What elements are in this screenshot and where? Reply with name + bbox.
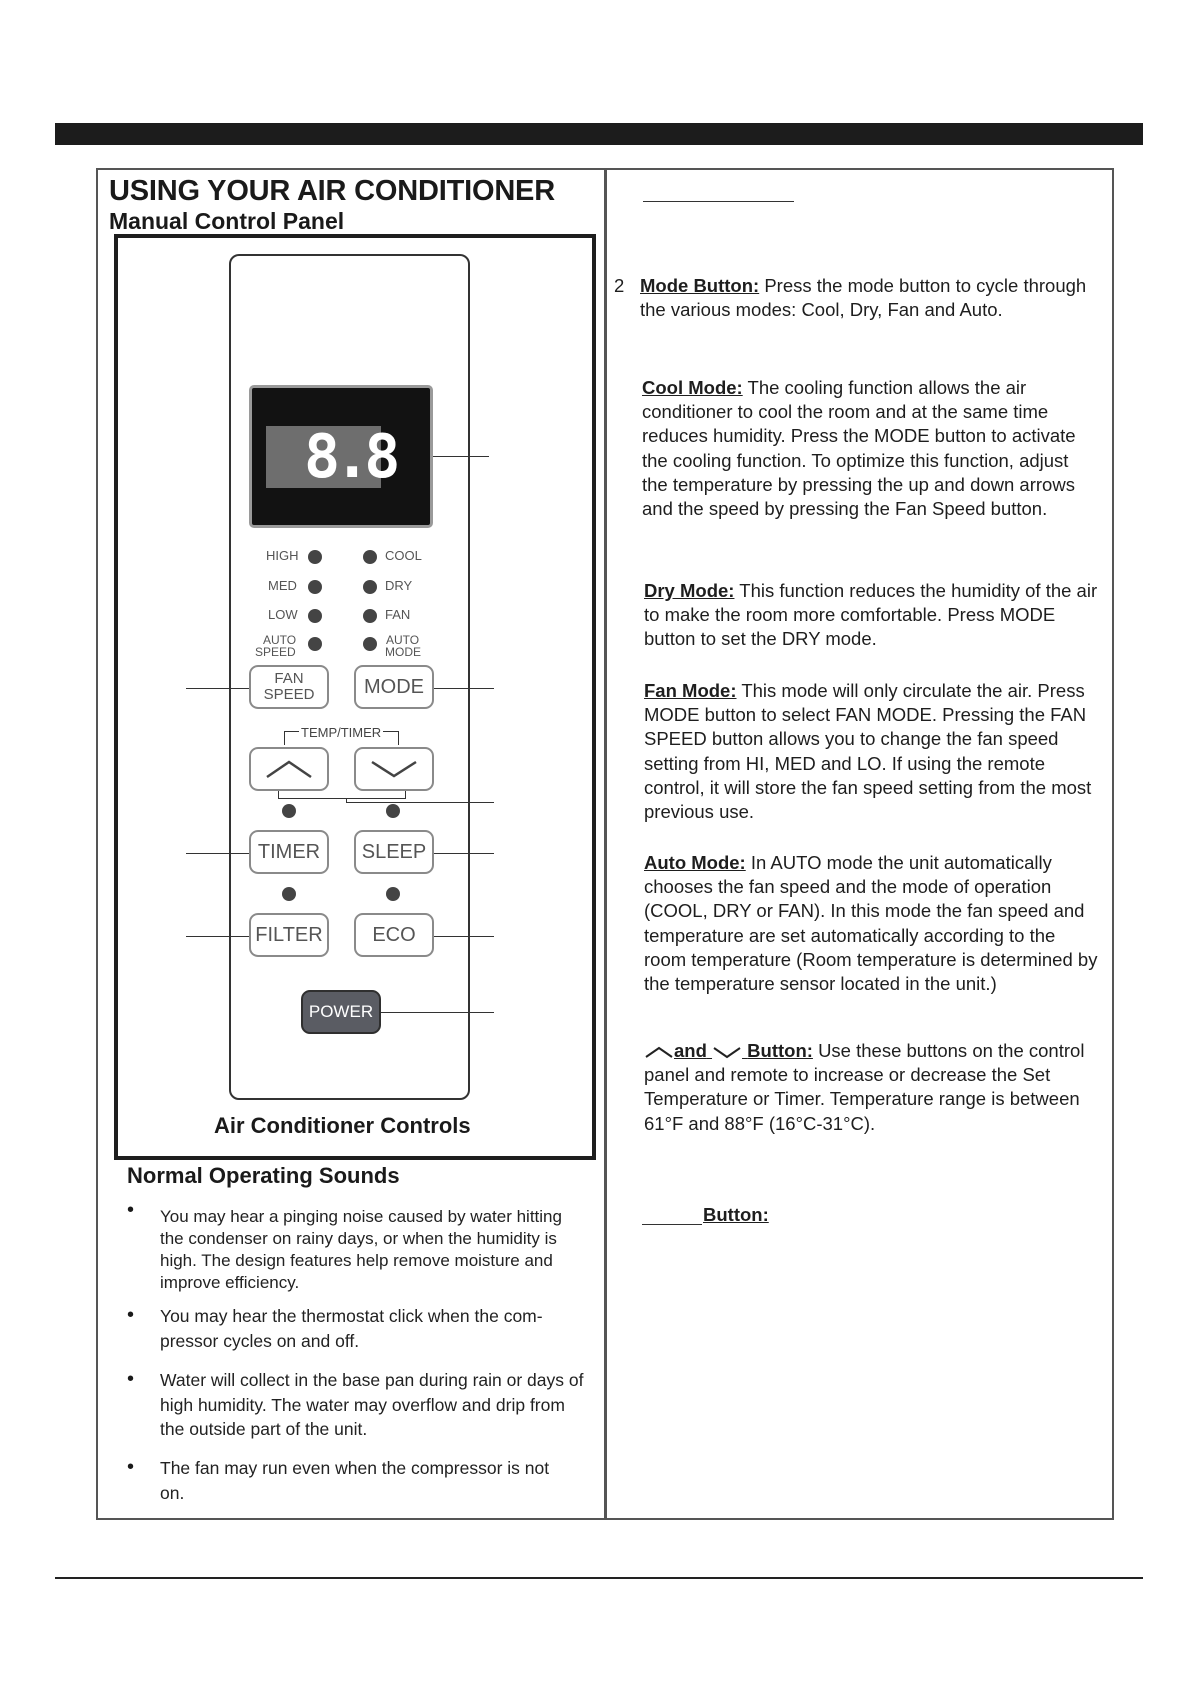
chevron-up-icon [644,1045,674,1059]
fan-speed-button-label-2: SPEED [263,686,315,703]
footer-rule [55,1577,1143,1579]
fan-mode-paragraph [644,679,1099,824]
chevron-up-icon [265,759,313,779]
timer-button[interactable]: TIMER [249,830,329,874]
sound-item-1: You may hear a pinging noise caused by water hitting the condenser on rainy days, or when the humidity is high. The design features help remove moisture and improve efficiency. [160,1207,562,1292]
indicator-low-light [308,609,322,623]
figure-caption: Air Conditioner Controls [214,1113,471,1138]
mode-button-text: Press the mode button to cycle through the various modes: Cool, Dry, Fan and Auto. [640,275,1087,321]
mode-number: 2 [614,275,625,296]
mode-button-label: Mode Button: [640,275,760,296]
indicator-fan-label: FAN [385,607,411,622]
indicator-fan-light [363,609,377,623]
arrows-connector [278,798,405,799]
dry-mode-text: This function reduces the humidity of the air to make the room more comfortable. Press MODE button to set the DRY mode. [644,580,1098,650]
bullet-1: • [127,1199,135,1221]
indicator-auto-mode-light [363,637,377,651]
mode-button[interactable]: MODE [354,665,434,709]
header-bar [55,123,1143,145]
chevron-down-icon [712,1045,742,1059]
indicator-auto-speed-label-1: AUTO [263,633,297,647]
eco-indicator-light [386,887,400,901]
arrows-button-label: Button: [747,1040,813,1061]
filter-button[interactable]: FILTER [249,913,329,957]
bullet-4: • [127,1456,135,1478]
eco-button[interactable]: ECO [354,913,434,957]
indicator-cool-light [363,550,377,564]
display-leader-line [433,456,489,457]
arrows-text: Use these buttons on the control panel and remote to increase or decrease the Set Temperature or Timer. Temperature range is between 61°F and 88°F (16°C-31°C). [644,1040,1085,1134]
cool-mode-paragraph [642,376,1097,521]
button-heading: Button: [703,1204,769,1225]
indicator-med-label: MED [268,578,297,593]
fan-speed-button[interactable] [249,665,329,709]
eco-leader-line [434,936,494,937]
chevron-down-icon [370,759,418,779]
bullet-3: • [127,1368,135,1390]
blank-button-line [642,1224,702,1225]
dry-mode-label: Dry Mode: [644,580,735,601]
sleep-leader-line [434,853,494,854]
indicator-dry-label: DRY [385,578,413,593]
indicator-auto-mode-label-2: MODE [385,645,421,659]
sound-item-4: The fan may run even when the compressor is not on. [160,1458,550,1503]
indicator-high-label: HIGH [266,548,299,563]
fan-mode-text: This mode will only circulate the air. Press MODE button to select FAN MODE. Pressing the FAN SPEED button allows you to change the fan speed setting from HI, MED and LO. If using the remote control, it will store the fan speed setting from the most previous use. [644,680,1092,823]
auto-mode-paragraph [644,851,1099,996]
arrows-paragraph [644,1039,1099,1136]
temp-up-button[interactable] [249,747,329,791]
timer-leader-line [186,853,249,854]
sleep-indicator-light [386,804,400,818]
column-divider [604,168,607,1520]
sound-item-2: You may hear the thermostat click when the com-pressor cycles on and off. [160,1306,543,1351]
section-subtitle: Manual Control Panel [109,208,345,234]
dry-mode-paragraph [644,579,1099,652]
arrows-leader-line [346,802,494,803]
temp-down-button[interactable] [354,747,434,791]
mode-leader-line [434,688,494,689]
mode-button-paragraph [640,274,1095,322]
blank-heading-line [643,201,794,202]
led-digits: 8.8 [304,422,395,492]
arrows-label-group [644,1039,813,1063]
indicator-auto-mode-label-1: AUTO [386,633,420,647]
sound-item-3: Water will collect in the base pan during rain or days of high humidity. The water may overflow and drip from the outside part of the unit. [160,1370,584,1439]
fan-speed-button-label-1: FAN [274,670,304,687]
indicator-cool-label: COOL [385,548,422,563]
indicator-med-light [308,580,322,594]
fan-mode-label: Fan Mode: [644,680,737,701]
indicator-dry-light [363,580,377,594]
bullet-2: • [127,1304,135,1326]
page-title: USING YOUR AIR CONDITIONER [109,175,555,207]
filter-indicator-light [282,887,296,901]
indicator-auto-speed-label-2: SPEED [255,645,296,659]
sleep-button[interactable]: SLEEP [354,830,434,874]
cool-mode-text: The cooling function allows the air conditioner to cool the room and at the same time reduces humidity. Press the MODE button to activate the cooling function. To optimize this function, adjust the temperature by pressing the up and down arrows and the speed by pressing the Fan Speed button. [642,377,1076,520]
temp-timer-label: TEMP/TIMER [301,725,382,740]
auto-mode-text: In AUTO mode the unit automatically chooses the fan speed and the mode of operation (COOL, DRY or FAN). In this mode the fan speed and temperature are set automatically according to the room temperature (Room temperature is determined by the temperature sensor located in the unit.) [644,852,1098,995]
fan-speed-leader-line [186,688,249,689]
sounds-heading: Normal Operating Sounds [127,1163,400,1188]
indicator-auto-speed-light [308,637,322,651]
power-button[interactable]: POWER [301,990,381,1034]
timer-indicator-light [282,804,296,818]
filter-leader-line [186,936,249,937]
indicator-high-light [308,550,322,564]
cool-mode-label: Cool Mode: [642,377,743,398]
indicator-low-label: LOW [268,607,298,622]
arrows-and-label: and [674,1040,707,1061]
down-connector [405,791,406,799]
auto-mode-label: Auto Mode: [644,852,746,873]
power-leader-line [381,1012,494,1013]
